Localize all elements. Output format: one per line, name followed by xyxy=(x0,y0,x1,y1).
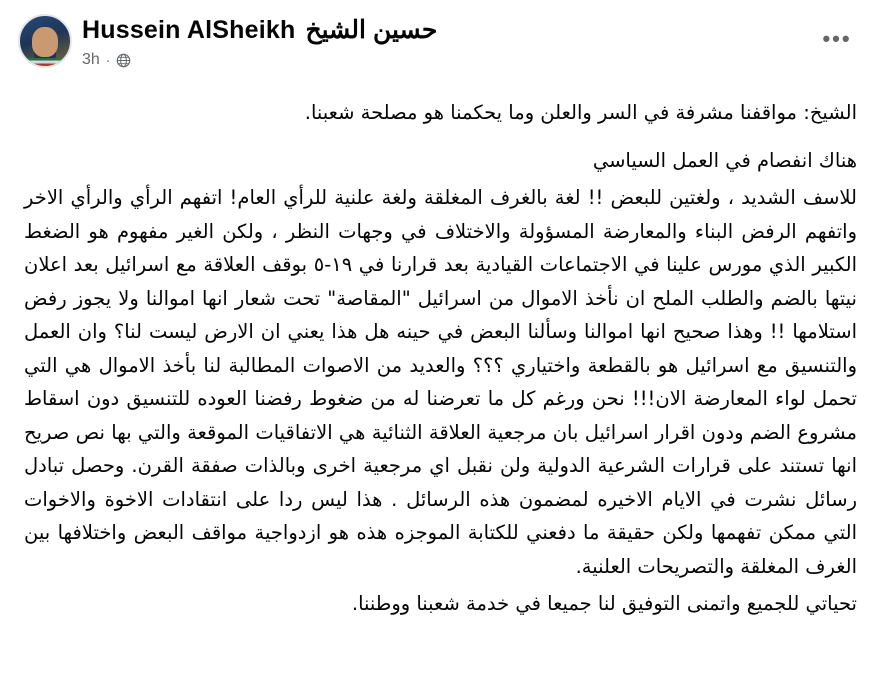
post-text-lead: الشيخ: مواقفنا مشرفة في السر والعلن وما يحكمنا هو مصلحة شعبنا. xyxy=(304,101,857,124)
author-name-line xyxy=(82,15,437,45)
post-more-options-button[interactable]: ••• xyxy=(822,26,852,51)
avatar-face xyxy=(32,27,58,57)
author-name-en[interactable]: Hussein AlSheikh xyxy=(82,16,296,44)
post-body xyxy=(18,96,859,621)
post-meta xyxy=(82,51,437,69)
post-header-text xyxy=(82,14,437,69)
post-text-heading: هناك انفصام في العمل السياسي xyxy=(592,148,857,172)
post-text-main: للاسف الشديد ، ولغتين للبعض !! لغة بالغرف المغلقة ولغة علنية للرأي العام! اتفهم الرأي والرأي الاخر واتفهم الرفض البناء والمعارضة المسؤولة والاختلاف في وجهات النظر ، ولكن الغير مفهوم هو الضغط الكبير الذي مورس علينا في الاجتماعات القيادية بعد قرارنا في ١٩-٥ بوقف العلاقة مع اسرائيل بعد اعلان نيتها بالضم والطلب الملح ان نأخذ الاموال من اسرائيل "المقاصة" تحت شعار انها اموالنا ولا يجوز رفض استلامها !! وهذا صحيح انها اموالنا وسألنا البعض في حينه هل هذا يعني ان الارض ليست لنا؟ وان العمل والتنسيق مع اسرائيل هو بالقطعة واختياري ؟؟؟ والعديد من الاصوات المطالبة لنا بأخذ الاموال هي التي تحمل لواء المعارضة الان!!! نحن ورغم كل ما تعرضنا له من ضغوط رفضنا العوده للتنسيق دون اسقاط مشروع الضم ودون اقرار اسرائيل بان مرجعية العلاقة الثنائية هي الاتفاقيات الموقعة والتي بها نص صريح انها تستند على قرارات الشرعية الدولية ولن نقبل اي مرجعية اخرى وبالذات صفقة القرن. وحصل تبادل رسائل نشرت في الايام الاخيره لمضمون هذه الرسائل . هذا ليس ردا على انتقادات الاخوة والاخوات التي ممكن تفهمها ولكن حقيقة ما دفعني للكتابة الموجزه هذه هو ازدواجية مواقف البعض واختلافها بين الغرف المغلقة والتصريحات العلنية. xyxy=(24,186,857,578)
post-header xyxy=(18,14,859,80)
post-text-closing: تحياتي للجميع واتمنى التوفيق لنا جميعا في خدمة شعبنا ووطننا. xyxy=(351,592,857,616)
globe-icon[interactable] xyxy=(116,53,131,68)
avatar[interactable] xyxy=(18,14,72,68)
avatar-flag-stripe xyxy=(20,58,70,66)
author-name-ar[interactable]: حسين الشيخ xyxy=(305,16,438,44)
meta-separator: · xyxy=(105,52,111,68)
post-timestamp[interactable]: 3h xyxy=(82,51,100,68)
